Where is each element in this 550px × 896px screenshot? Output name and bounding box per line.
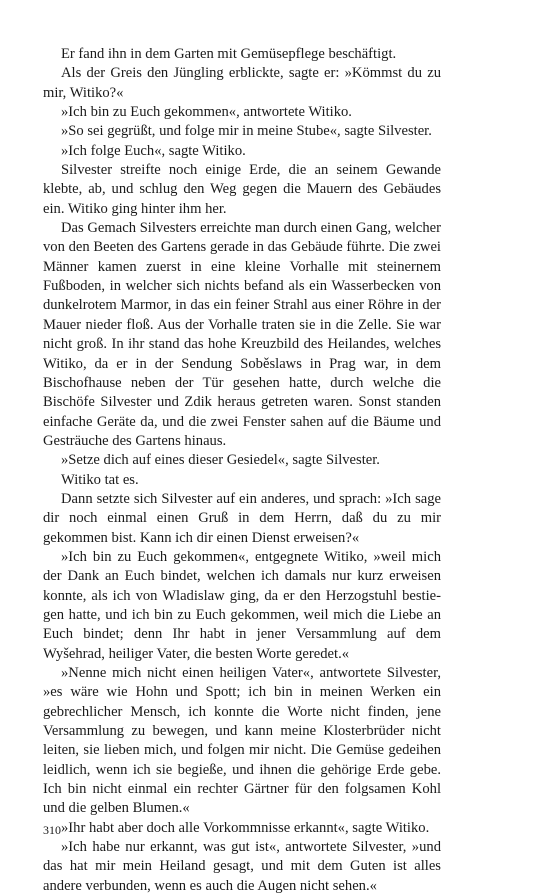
paragraph: Dann setzte sich Silvester auf ein anderes, und sprach: »Ich sage dir noch einmal einen Gruß in dem Herrn, daß du zu mir gekommen bist. Kann ich dir einen Dienst erweisen?« bbox=[43, 490, 441, 546]
paragraph: »Ich bin zu Euch gekommen«, antwortete Witiko. bbox=[61, 104, 352, 121]
paragraph: »Ich habe nur erkannt, was gut ist«, antwortete Silvester, »und das hat mir mein Heiland gesagt, und mit dem Guten ist alles andere verbunden, wenn es auch die Augen nicht sehen.« bbox=[43, 839, 441, 894]
paragraph: »Nenne mich nicht einen heiligen Vater«, antwortete Silvester, »es wäre wie Hohn und Spott; ich bin in meinen Werken ein gebrechlicher Mensch, ich konnte die Worte nicht finden, jene Versammlung zu bewegen, und kann meine Klosterbrüder nicht leiten, sie lieben mich, und folgen mir nicht. Die Gemüse gedeihen leidlich, wenn ich sie begieße, und ihnen die gehörige Erde gebe. Ich bin nicht einmal ein rechter Gärtner für den folgsamen Kohl und die gelben Blumen.« bbox=[43, 665, 441, 817]
paragraph: »Ich folge Euch«, sagte Witiko. bbox=[61, 142, 246, 159]
paragraph: »Ihr habt aber doch alle Vorkommnisse erkannt«, sagte Witiko. bbox=[61, 819, 430, 836]
paragraph: »So sei gegrüßt, und folge mir in meine Stube«, sagte Silvester. bbox=[61, 123, 432, 140]
paragraph: »Ich bin zu Euch gekommen«, entgegnete Witiko, »weil mich der Dank an Euch bindet, welchen ich damals nur kurz erweisen konnte, als ich von Wladislaw ging, da er den Herzogstuhl bestiegen hatte, und ich bin zu Euch gekommen, weil mich die Liebe an Euch bindet; denn Ihr habt in jener Versammlung auf dem Wyšehrad, heiliger Vater, die besten Worte geredet.« bbox=[43, 548, 441, 662]
paragraph: Das Gemach Silvesters erreichte man durch einen Gang, welcher von den Beeten des Gartens gerade in das Gebäude führte. Die zwei Männer kamen zuerst in eine kleine Vorhalle mit steinernem Fußboden, in welcher sich nichts befand als ein Wasserbecken von dunkelrotem Marmor, in das ein feiner Strahl aus einer Röhre in der Mauer nieder floß. Aus der Vorhalle traten sie in die Zelle. Sie war nicht groß. In ihr stand das hohe Kreuzbild des Heilandes, welches Witiko, da er in der Sendung Soběslaws in Prag war, in dem Bischofhause neben der Tür gesehen hatte, durch welche die Bischöfe Silvester und Zdik heraus getreten waren. Sonst standen einfache Geräte da, und die zwei Fenster sahen auf die Bäume und Gesträuche des Gartens hinaus. bbox=[43, 220, 441, 449]
paragraph: Witiko tat es. bbox=[61, 471, 139, 488]
body-text bbox=[43, 45, 441, 896]
paragraph: Er fand ihn in dem Garten mit Gemüsepflege beschäftigt. bbox=[61, 46, 397, 62]
page-number: 310 bbox=[43, 823, 61, 837]
paragraph: »Setze dich auf eines dieser Gesiedel«, sagte Silvester. bbox=[61, 452, 380, 469]
paragraph: Als der Greis den Jüngling erblickte, sagte er: »Kömmst du zu mir, Witiko?« bbox=[43, 65, 441, 101]
paragraph: Silvester streifte noch einige Erde, die an seinem Gewande klebte, ab, und schlug den Weg gegen die Mauern des Gebäudes ein. Witiko ging hinter ihm her. bbox=[43, 162, 441, 217]
